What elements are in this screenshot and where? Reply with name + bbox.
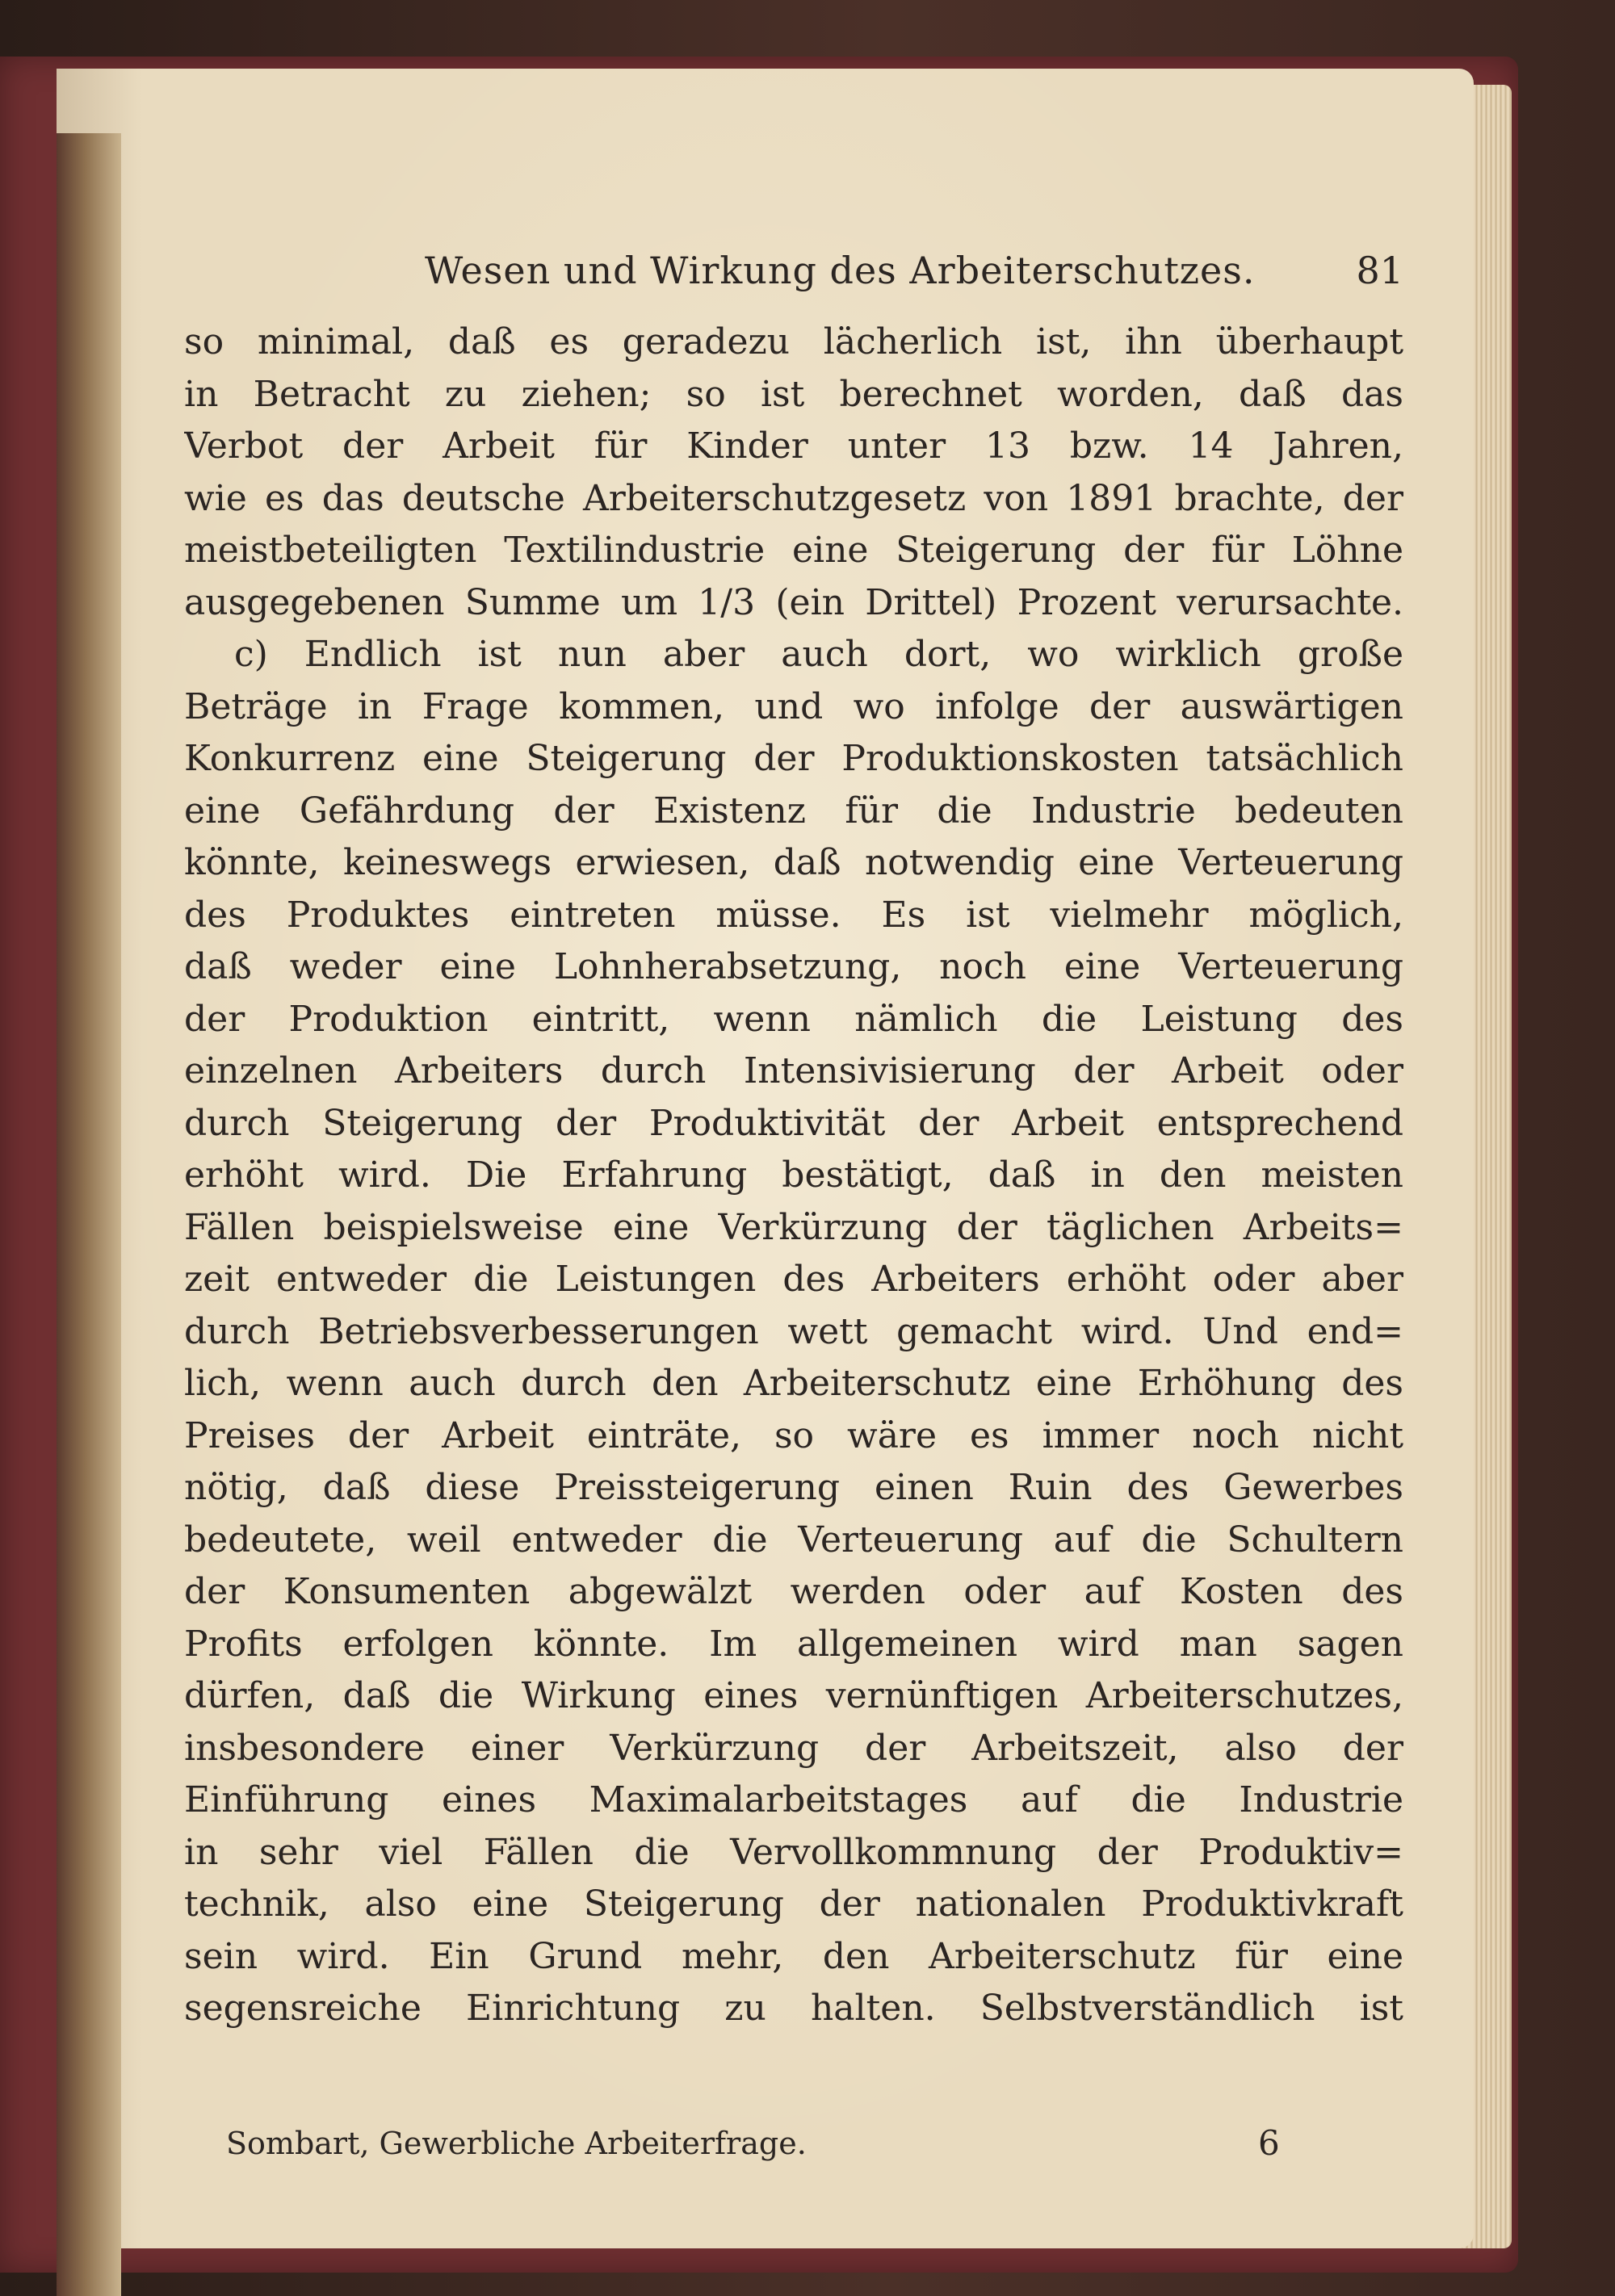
text-line: insbesondere einer Verkürzung der Arbeitszeit, also der <box>184 1727 1403 1769</box>
text-line: sein wird. Ein Grund mehr, den Arbeiterschutz für eine <box>184 1935 1403 1977</box>
book-page <box>57 69 1474 2248</box>
text-line: Preises der Arbeit einträte, so wäre es immer noch nicht <box>184 1414 1403 1456</box>
signature-mark: 6 <box>1258 2123 1280 2163</box>
text-line: daß weder eine Lohnherabsetzung, noch eine Verteuerung <box>184 946 1403 987</box>
text-line: Fällen beispielsweise eine Verkürzung der täglichen Arbeits= <box>184 1206 1403 1248</box>
text-line: wie es das deutsche Arbeiterschutzgesetz von 1891 brachte, der <box>184 477 1403 519</box>
text-line: des Produktes eintreten müsse. Es ist vielmehr möglich, <box>184 894 1403 936</box>
page-gutter <box>57 133 121 2296</box>
text-line: eine Gefährdung der Existenz für die Industrie bedeuten <box>184 790 1403 832</box>
text-line: bedeutete, weil entweder die Verteuerung auf die Schultern <box>184 1519 1403 1561</box>
page-footer <box>184 2119 1403 2168</box>
body-text <box>184 316 1403 2035</box>
text-line: Profits erfolgen könnte. Im allgemeinen wird man sagen <box>184 1623 1403 1665</box>
text-line: durch Betriebsverbesserungen wett gemacht wird. Und end= <box>184 1310 1403 1352</box>
text-line: technik, also eine Steigerung der nationalen Produktivkraft <box>184 1883 1403 1925</box>
text-line: einzelnen Arbeiters durch Intensivisierung der Arbeit oder <box>184 1050 1403 1091</box>
text-line: könnte, keineswegs erwiesen, daß notwendig eine Verteuerung <box>184 842 1403 883</box>
running-head-title: Wesen und Wirkung des Arbeiterschutzes. <box>425 249 1256 292</box>
text-line-paragraph-start: c) Endlich ist nun aber auch dort, wo wirklich große <box>234 634 1403 675</box>
text-line: meistbeteiligten Textilindustrie eine Steigerung der für Löhne <box>184 530 1403 571</box>
footer-author-title: Sombart, Gewerbliche Arbeiterfrage. <box>226 2126 807 2161</box>
text-line: Einführung eines Maximalarbeitstages auf die Industrie <box>184 1779 1403 1820</box>
text-line: Beträge in Frage kommen, und wo infolge der auswärtigen <box>184 685 1403 727</box>
text-line: so minimal, daß es geradezu lächerlich ist, ihn überhaupt <box>184 321 1403 362</box>
text-line: ausgegebenen Summe um 1/3 (ein Drittel) Prozent verursachte. <box>184 581 1403 623</box>
text-line: in sehr viel Fällen die Vervollkommnung der Produktiv= <box>184 1831 1403 1873</box>
text-line: lich, wenn auch durch den Arbeiterschutz eine Erhöhung des <box>184 1363 1403 1404</box>
text-line: dürfen, daß die Wirkung eines vernünftigen Arbeiterschutzes, <box>184 1675 1403 1716</box>
text-line: der Konsumenten abgewälzt werden oder auf Kosten des <box>184 1571 1403 1612</box>
page-number: 81 <box>1356 249 1403 292</box>
running-head <box>184 242 1403 299</box>
text-line: nötig, daß diese Preissteigerung einen Ruin des Gewerbes <box>184 1467 1403 1508</box>
text-line: Konkurrenz eine Steigerung der Produktionskosten tatsächlich <box>184 738 1403 779</box>
text-line: durch Steigerung der Produktivität der Arbeit entsprechend <box>184 1102 1403 1144</box>
text-line: segensreiche Einrichtung zu halten. Selbstverständlich ist <box>184 1988 1403 2029</box>
text-line: der Produktion eintritt, wenn nämlich die Leistung des <box>184 998 1403 1040</box>
text-line: erhöht wird. Die Erfahrung bestätigt, daß in den meisten <box>184 1154 1403 1196</box>
text-line: zeit entweder die Leistungen des Arbeiters erhöht oder aber <box>184 1259 1403 1300</box>
text-line: Verbot der Arbeit für Kinder unter 13 bzw. 14 Jahren, <box>184 425 1403 467</box>
text-line: in Betracht zu ziehen; so ist berechnet worden, daß das <box>184 373 1403 415</box>
